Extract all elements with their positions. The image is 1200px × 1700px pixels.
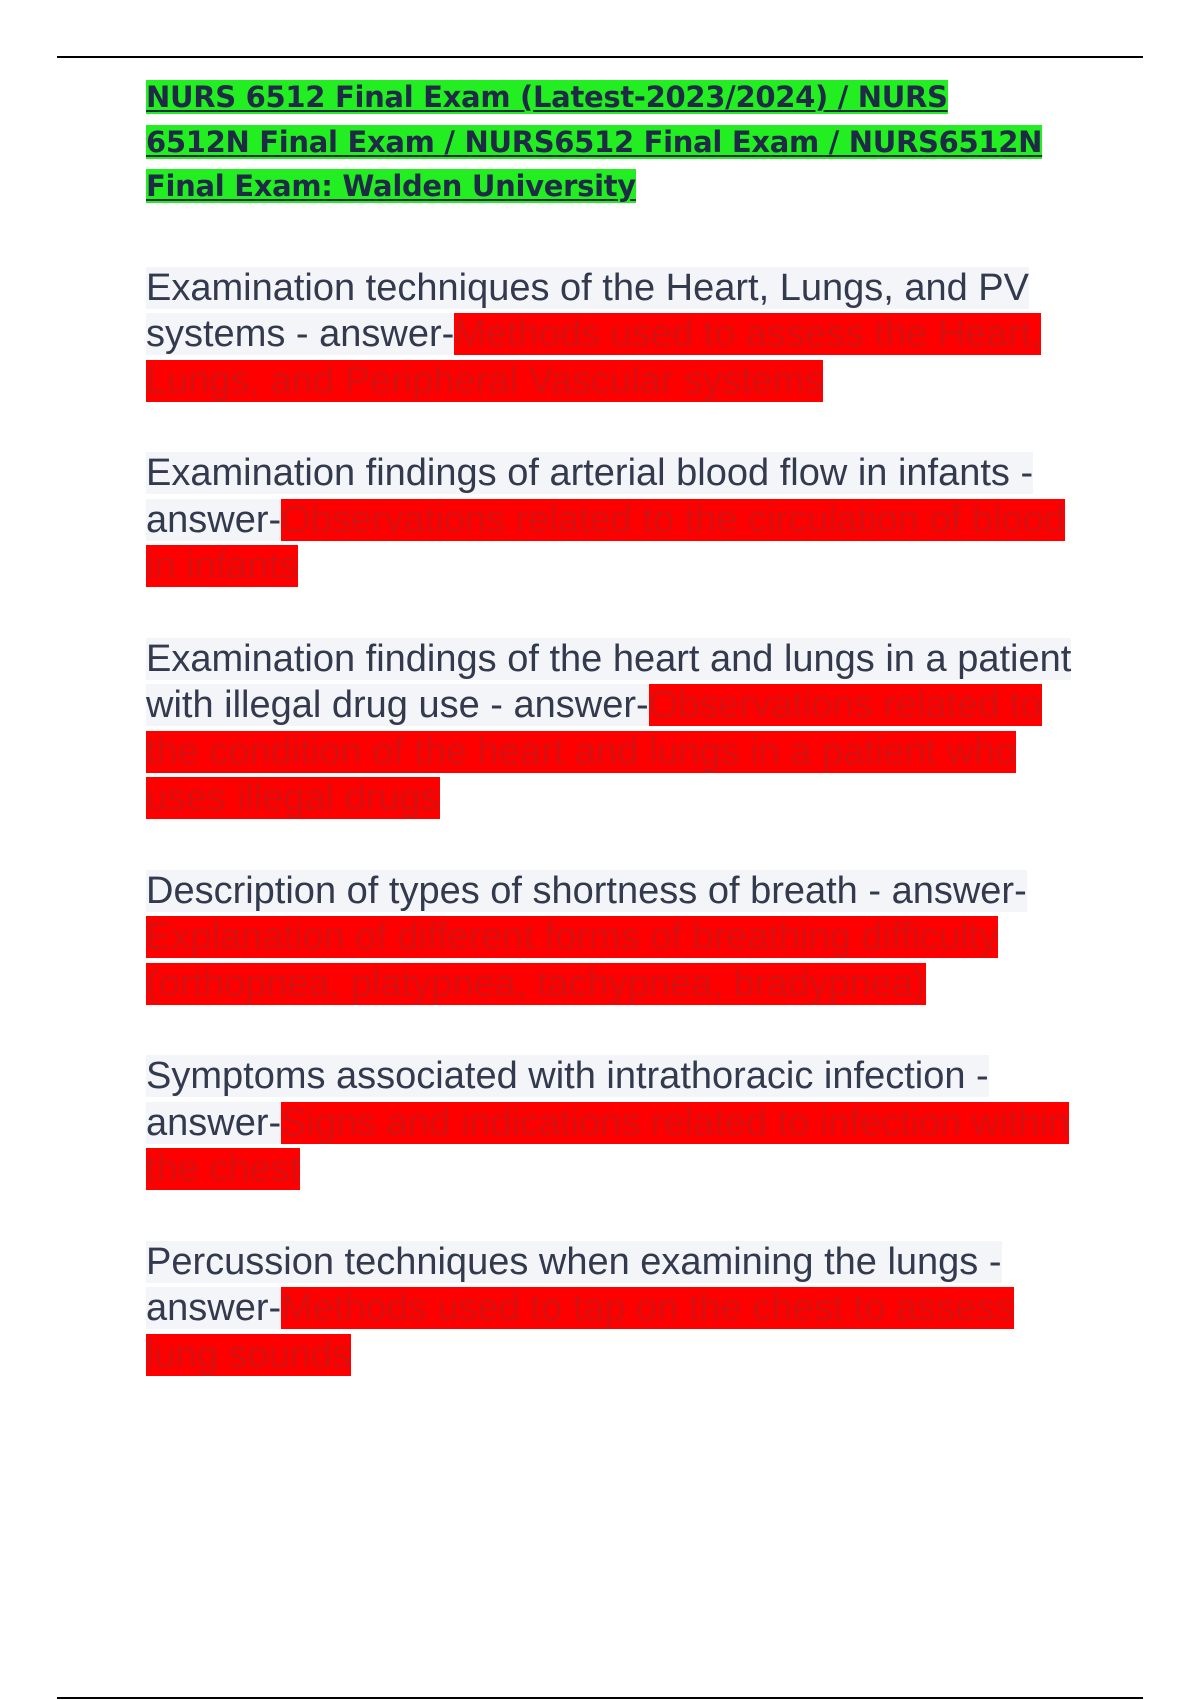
question-text: Percussion techniques when examining the lungs - answer- bbox=[146, 1240, 1002, 1329]
question-text: Examination findings of arterial blood flow in infants - answer- bbox=[146, 452, 1034, 541]
document-title-text: NURS 6512 Final Exam (Latest-2023/2024) / NURS 6512N Final Exam / NURS6512 Final Exam / NURS6512N Final Exam: Walden University bbox=[146, 80, 1043, 203]
qa-item-4 bbox=[146, 868, 1090, 1008]
qa-item-1 bbox=[146, 265, 1090, 405]
document-title bbox=[146, 75, 1056, 209]
question-text: Examination techniques of the Heart, Lungs, and PV systems - answer- bbox=[146, 266, 1029, 355]
answer-text: Signs and indications related to infection within the chest bbox=[146, 1101, 1070, 1190]
question-text: Description of types of shortness of breath - answer- bbox=[146, 869, 1027, 912]
qa-item-2 bbox=[146, 450, 1090, 590]
question-text: Examination findings of the heart and lungs in a patient with illegal drug use - answer- bbox=[146, 637, 1072, 726]
answer-text: Methods used to assess the Heart, Lungs, and Peripheral Vascular systems bbox=[146, 313, 1042, 402]
top-rule bbox=[57, 56, 1143, 58]
bottom-rule bbox=[57, 1697, 1143, 1699]
answer-text: Observations related to the circulation of blood in infants bbox=[146, 498, 1065, 587]
qa-item-6 bbox=[146, 1239, 1090, 1379]
page-content bbox=[146, 75, 1090, 1424]
qa-item-3 bbox=[146, 636, 1090, 822]
qa-item-5 bbox=[146, 1053, 1090, 1193]
answer-text: Explanation of different forms of breathing difficulty (orthopnea, platypnea, tachypnea, bradypnea) bbox=[146, 916, 998, 1005]
answer-text: Observations related to the condition of the heart and lungs in a patient who uses illegal drugs bbox=[146, 684, 1042, 819]
question-text: Symptoms associated with intrathoracic infection - answer- bbox=[146, 1055, 989, 1144]
answer-text: Methods used to tap on the chest to assess lung sounds bbox=[146, 1287, 1015, 1376]
